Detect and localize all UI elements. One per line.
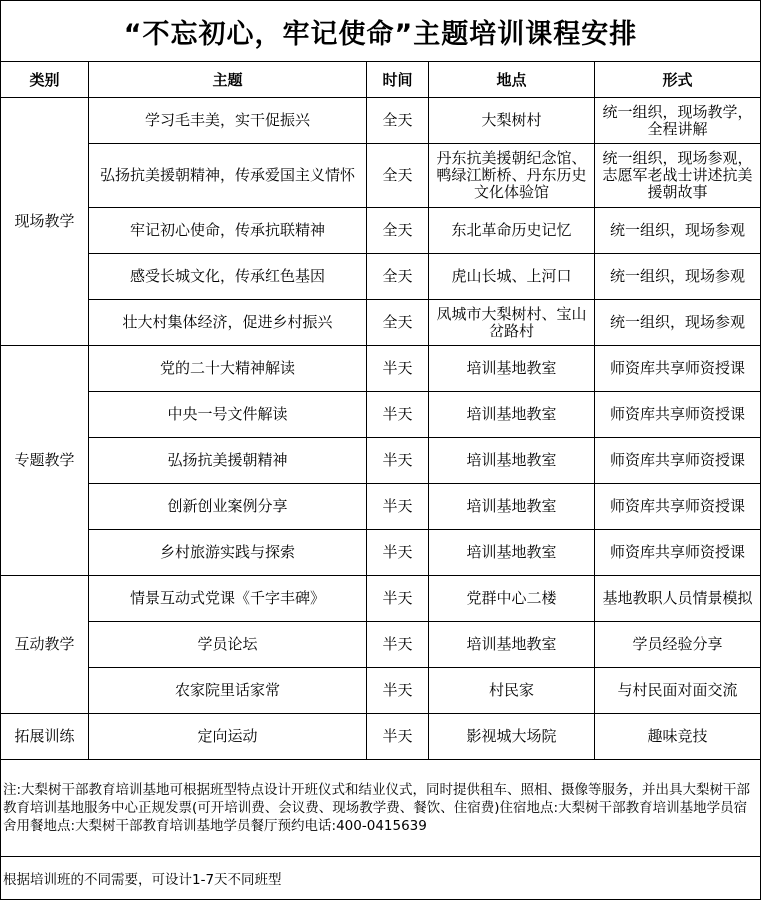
time-cell: 半天 — [367, 668, 429, 714]
table-row — [1, 622, 761, 668]
topic-cell: 牢记初心使命，传承抗联精神 — [89, 208, 367, 254]
place-cell: 村民家 — [429, 668, 595, 714]
table-row — [1, 668, 761, 714]
table-row — [1, 98, 761, 144]
topic-cell: 中央一号文件解读 — [89, 392, 367, 438]
topic-cell: 学员论坛 — [89, 622, 367, 668]
place-cell: 凤城市大梨树村、宝山岔路村 — [429, 300, 595, 346]
form-cell: 学员经验分享 — [595, 622, 761, 668]
time-cell: 半天 — [367, 346, 429, 392]
table-row — [1, 714, 761, 760]
table-row — [1, 484, 761, 530]
table-row — [1, 438, 761, 484]
time-cell: 半天 — [367, 484, 429, 530]
topic-cell: 创新创业案例分享 — [89, 484, 367, 530]
place-cell: 影视城大场院 — [429, 714, 595, 760]
header-form: 形式 — [595, 62, 761, 98]
topic-cell: 党的二十大精神解读 — [89, 346, 367, 392]
topic-cell: 弘扬抗美援朝精神，传承爱国主义情怀 — [89, 144, 367, 208]
table-row — [1, 208, 761, 254]
category-cell: 拓展训练 — [1, 714, 89, 760]
place-cell: 培训基地教室 — [429, 530, 595, 576]
note-text: 注:大梨树干部教育培训基地可根据班型特点设计开班仪式和结业仪式，同时提供租车、照相、摄像等服务，并出具大梨树干部教育培训基地服务中心正规发票(可开培训费、会议费、现场教学费、餐饮、住宿费)住宿地点:大梨树干部教育培训基地学员宿舍用餐地点:大梨树干部教育培训基地学员餐厅预约电话:400-0415639 — [1, 760, 761, 857]
place-cell: 大梨树村 — [429, 98, 595, 144]
topic-cell: 定向运动 — [89, 714, 367, 760]
header-category: 类别 — [1, 62, 89, 98]
header-time: 时间 — [367, 62, 429, 98]
form-cell: 统一组织，现场参观，志愿军老战士讲述抗美援朝故事 — [595, 144, 761, 208]
topic-cell: 壮大村集体经济，促进乡村振兴 — [89, 300, 367, 346]
form-cell: 统一组织，现场参观 — [595, 208, 761, 254]
topic-cell: 弘扬抗美援朝精神 — [89, 438, 367, 484]
place-cell: 党群中心二楼 — [429, 576, 595, 622]
category-cell: 互动教学 — [1, 576, 89, 714]
form-cell: 趣味竞技 — [595, 714, 761, 760]
place-cell: 培训基地教室 — [429, 346, 595, 392]
topic-cell: 学习毛丰美，实干促振兴 — [89, 98, 367, 144]
page-title: “不忘初心，牢记使命”主题培训课程安排 — [1, 1, 761, 62]
topic-cell: 农家院里话家常 — [89, 668, 367, 714]
time-cell: 全天 — [367, 208, 429, 254]
time-cell: 半天 — [367, 622, 429, 668]
time-cell: 半天 — [367, 438, 429, 484]
table-row — [1, 392, 761, 438]
table-row — [1, 144, 761, 208]
form-cell: 基地教职人员情景模拟 — [595, 576, 761, 622]
place-cell: 培训基地教室 — [429, 484, 595, 530]
time-cell: 全天 — [367, 254, 429, 300]
header-place: 地点 — [429, 62, 595, 98]
category-cell: 专题教学 — [1, 346, 89, 576]
time-cell: 全天 — [367, 98, 429, 144]
form-cell: 师资库共享师资授课 — [595, 438, 761, 484]
form-cell: 统一组织，现场参观 — [595, 300, 761, 346]
time-cell: 半天 — [367, 576, 429, 622]
form-cell: 师资库共享师资授课 — [595, 392, 761, 438]
table-row — [1, 530, 761, 576]
table-row — [1, 576, 761, 622]
table-row — [1, 254, 761, 300]
place-cell: 虎山长城、上河口 — [429, 254, 595, 300]
table-row — [1, 300, 761, 346]
time-cell: 半天 — [367, 530, 429, 576]
time-cell: 全天 — [367, 144, 429, 208]
topic-cell: 乡村旅游实践与探索 — [89, 530, 367, 576]
footer-text: 根据培训班的不同需要，可设计1-7天不同班型 — [1, 857, 761, 900]
place-cell: 东北革命历史记忆 — [429, 208, 595, 254]
category-cell: 现场教学 — [1, 98, 89, 346]
place-cell: 丹东抗美援朝纪念馆、鸭绿江断桥、丹东历史文化体验馆 — [429, 144, 595, 208]
place-cell: 培训基地教室 — [429, 392, 595, 438]
header-topic: 主题 — [89, 62, 367, 98]
form-cell: 统一组织，现场教学，全程讲解 — [595, 98, 761, 144]
header-row — [1, 62, 761, 98]
topic-cell: 情景互动式党课《千字丰碑》 — [89, 576, 367, 622]
time-cell: 全天 — [367, 300, 429, 346]
form-cell: 师资库共享师资授课 — [595, 346, 761, 392]
form-cell: 师资库共享师资授课 — [595, 530, 761, 576]
place-cell: 培训基地教室 — [429, 622, 595, 668]
time-cell: 半天 — [367, 714, 429, 760]
time-cell: 半天 — [367, 392, 429, 438]
table-row — [1, 346, 761, 392]
topic-cell: 感受长城文化，传承红色基因 — [89, 254, 367, 300]
place-cell: 培训基地教室 — [429, 438, 595, 484]
form-cell: 与村民面对面交流 — [595, 668, 761, 714]
form-cell: 统一组织，现场参观 — [595, 254, 761, 300]
form-cell: 师资库共享师资授课 — [595, 484, 761, 530]
